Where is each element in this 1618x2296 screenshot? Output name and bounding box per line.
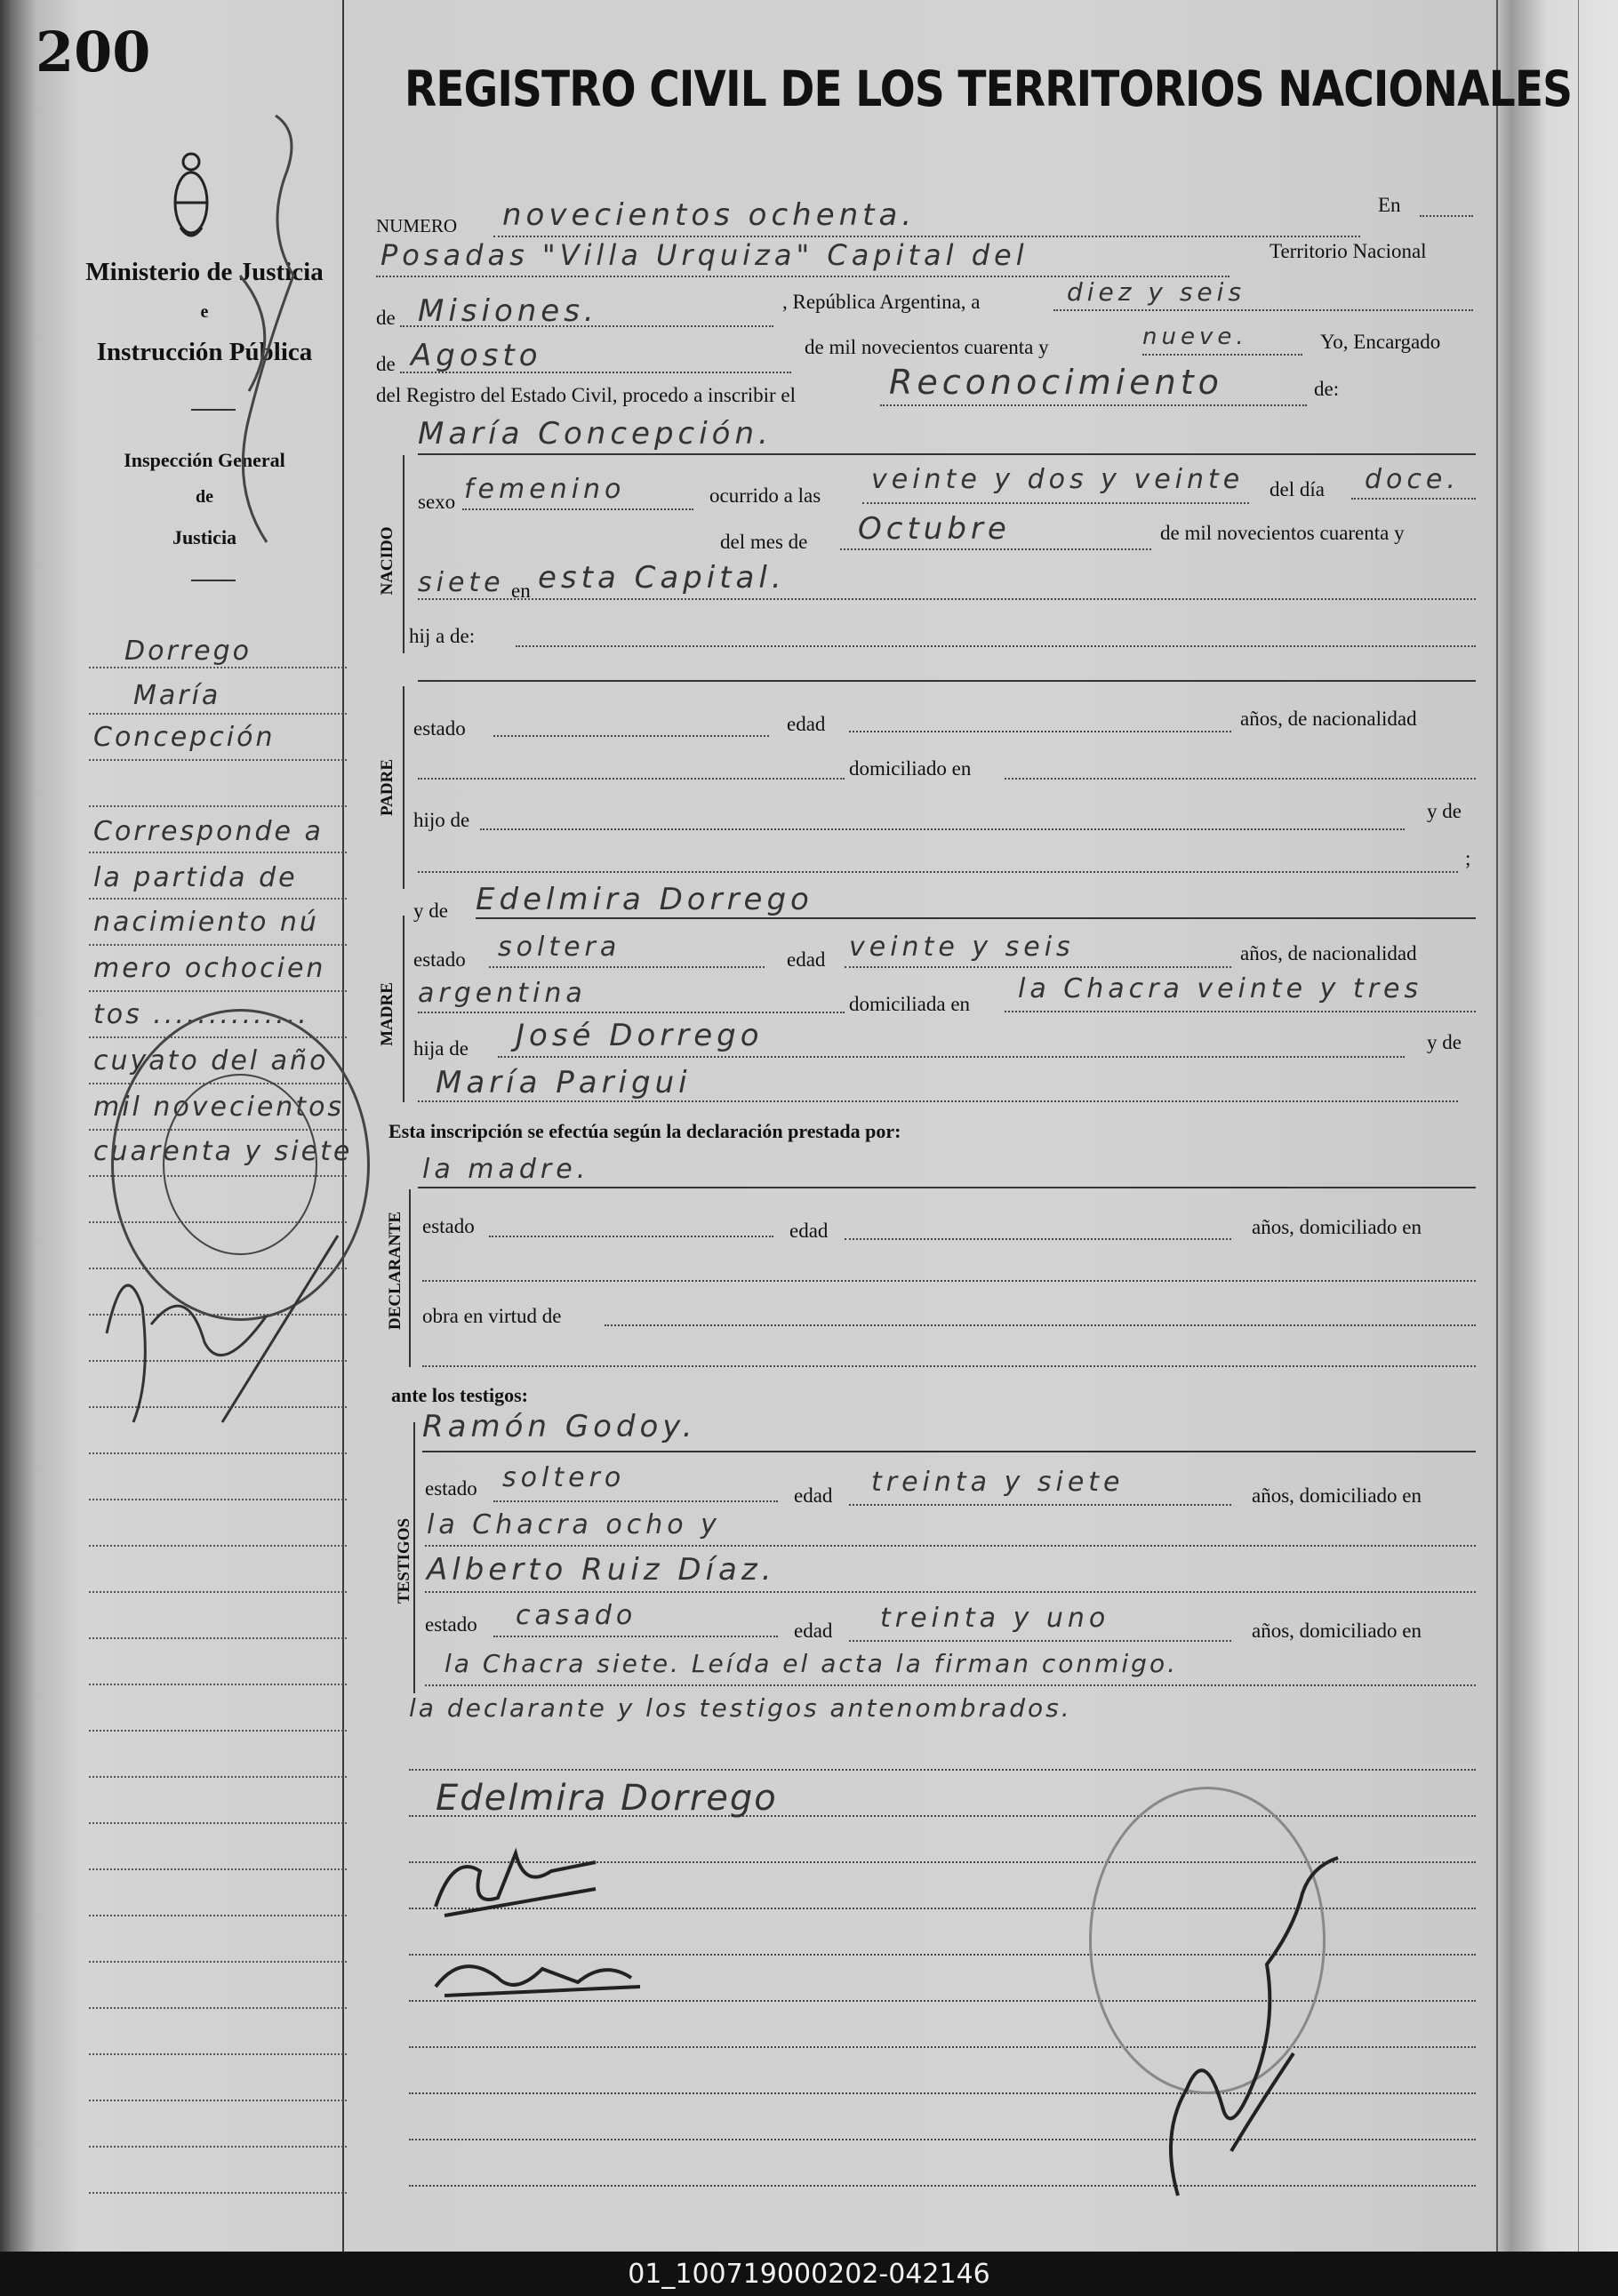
- declaracion-intro: Esta inscripción se efectúa según la declaración prestada por:: [388, 1120, 901, 1142]
- testigos-intro: ante los testigos:: [391, 1384, 528, 1406]
- nacido-bracket: [403, 455, 417, 653]
- declarante-value: la madre.: [422, 1154, 590, 1185]
- margin-note-line: cuarenta y siete: [93, 1136, 353, 1167]
- act-value: Reconocimiento: [889, 363, 1223, 402]
- margin-rule: [89, 2007, 347, 2009]
- yo-label: Yo, Encargado: [1320, 331, 1441, 353]
- testigos-bracket: [413, 1422, 428, 1693]
- place-value: Posadas "Villa Urquiza" Capital del: [380, 238, 1029, 272]
- margin-rule: [89, 852, 347, 853]
- madre-madre-value: María Parigui: [436, 1065, 692, 1100]
- madre-hija-label: hija de: [413, 1037, 469, 1060]
- page-edge: [1578, 0, 1579, 2252]
- margin-rule: [89, 2192, 347, 2194]
- de3-label: de:: [1314, 378, 1340, 400]
- testigo2-estado-label: estado: [425, 1613, 477, 1636]
- margin-note-line: María: [133, 680, 221, 711]
- testigo2-domicilio-value: la Chacra siete. Leída el acta la firman conmigo.: [445, 1649, 1178, 1678]
- en-label: En: [1378, 194, 1401, 216]
- madre-estado-value: soltera: [498, 932, 621, 963]
- margin-rule: [89, 667, 347, 668]
- margin-rule: [89, 1499, 347, 1500]
- margin-rule: [89, 1545, 347, 1547]
- madre-anos-label: años, de nacionalidad: [1240, 942, 1417, 964]
- numero-label: NUMERO: [376, 215, 458, 236]
- page-title: REGISTRO CIVIL DE LOS TERRITORIOS NACIONALES: [404, 60, 1573, 117]
- year-value: nueve.: [1142, 324, 1248, 350]
- ministry-e: e: [200, 302, 209, 322]
- madre-padre-value: José Dorrego: [516, 1018, 764, 1053]
- month-value: Agosto: [411, 338, 542, 373]
- margin-rule: [89, 1822, 347, 1824]
- hora-value: veinte y dos y veinte: [871, 464, 1245, 495]
- padre-hijo-label: hijo de: [413, 809, 470, 831]
- territorio-label: Territorio Nacional: [1270, 240, 1427, 262]
- madre-domicilio-value: la Chacra veinte y tres: [1018, 973, 1423, 1004]
- padre-estado-label: estado: [413, 717, 466, 740]
- province-value: Misiones.: [418, 293, 598, 329]
- de2-label: de: [376, 353, 396, 375]
- margin-rule: [89, 1868, 347, 1870]
- padre-anos-label: años, de nacionalidad: [1240, 708, 1417, 730]
- nacido-section-label: NACIDO: [378, 526, 396, 596]
- margin-note-line: mil novecientos: [93, 1092, 345, 1123]
- sexo-value: femenino: [464, 474, 626, 505]
- declarante-obra-label: obra en virtud de: [422, 1305, 562, 1327]
- margin-rule: [89, 759, 347, 761]
- mes-label: del mes de: [720, 531, 808, 553]
- margin-note-line: Corresponde a: [93, 816, 324, 847]
- padre-edad-label: edad: [787, 713, 826, 735]
- margin-note-line: Dorrego: [124, 636, 252, 667]
- padre-semicolon: ;: [1465, 847, 1471, 869]
- margin-signature-icon: [213, 98, 311, 560]
- margin-rule: [89, 1776, 347, 1778]
- margin-note-line: cuyato del año: [93, 1045, 329, 1076]
- registrar-signature-icon: [1125, 1840, 1347, 2213]
- declarante-bracket: [409, 1189, 423, 1367]
- margin-rule: [89, 1730, 347, 1732]
- margin-rule: [89, 713, 347, 715]
- margin-rule: [89, 1684, 347, 1685]
- dia-value: doce.: [1365, 464, 1460, 495]
- madre-edad-value: veinte y seis: [849, 932, 1075, 963]
- numero-value: novecientos ochenta.: [502, 197, 917, 233]
- margin-rule: [89, 990, 347, 992]
- inspection-line1: Inspección General: [124, 449, 285, 471]
- ministry-line1: Ministerio de Justicia: [85, 258, 324, 286]
- margin-note-line: la partida de: [93, 862, 298, 893]
- page-number: 200: [36, 20, 151, 84]
- madre-bracket: [403, 916, 417, 1102]
- testigo1-name: Ramón Godoy.: [422, 1409, 697, 1444]
- day-value: diez y seis: [1067, 277, 1246, 307]
- testigo1-edad-value: treinta y siete: [871, 1467, 1125, 1498]
- witness-signature-icon: [427, 1942, 649, 2013]
- sexo-label: sexo: [418, 491, 456, 513]
- republica-label: , República Argentina, a: [782, 291, 981, 313]
- closing-line: la declarante y los testigos antenombrados.: [409, 1693, 1072, 1723]
- del-dia-label: del día: [1270, 478, 1325, 500]
- witness-signature-icon: [418, 1836, 613, 1924]
- margin-rule: [89, 2053, 347, 2055]
- testigo2-estado-value: casado: [516, 1600, 637, 1631]
- divider: [191, 580, 236, 581]
- padre-section-label: PADRE: [378, 758, 396, 817]
- madre-section-label: MADRE: [378, 982, 396, 1046]
- declarante-section-label: DECLARANTE: [386, 1211, 404, 1330]
- madre-edad-label: edad: [787, 948, 826, 971]
- testigo1-estado-value: soltero: [502, 1462, 626, 1493]
- madre-nacionalidad-value: argentina: [418, 978, 587, 1009]
- margin-rule: [89, 1591, 347, 1593]
- registro-label: del Registro del Estado Civil, procedo a inscribir el: [376, 384, 797, 406]
- margin-rule: [89, 1961, 347, 1963]
- ministry-line2: Instrucción Pública: [96, 338, 313, 366]
- signature-rule: [409, 1769, 1476, 1771]
- hijo-label: hij a de:: [409, 625, 476, 647]
- testigo1-edad-label: edad: [794, 1484, 833, 1507]
- declarante-edad-label: edad: [789, 1220, 829, 1242]
- margin-rule: [89, 944, 347, 946]
- testigos-section-label: TESTIGOS: [395, 1517, 413, 1604]
- coat-of-arms-icon: [172, 149, 211, 247]
- lugar-value: esta Capital.: [538, 560, 786, 596]
- footer-id: 01_100719000202-042146: [628, 2259, 990, 2290]
- declarante-estado-label: estado: [422, 1215, 475, 1237]
- en-label: en: [511, 580, 531, 602]
- padre-domiciliado-label: domiciliado en: [849, 757, 972, 780]
- inspection-de: de: [196, 487, 213, 507]
- ocurrido-label: ocurrido a las: [709, 484, 821, 507]
- margin-rule: [89, 1915, 347, 1916]
- madre-name: Edelmira Dorrego: [476, 882, 813, 917]
- anio-label: de mil novecientos cuarenta y: [1160, 522, 1405, 544]
- right-margin-rule: [1496, 0, 1498, 2252]
- testigo1-domicilio-value: la Chacra ocho y: [427, 1509, 721, 1540]
- footer-bar: [0, 2252, 1618, 2296]
- mes-value: Octubre: [858, 511, 1011, 547]
- margin-note-line: Concepción: [93, 722, 276, 753]
- margin-rule: [89, 1637, 347, 1639]
- testigo2-name: Alberto Ruiz Díaz.: [427, 1552, 776, 1588]
- margin-rule: [89, 898, 347, 900]
- testigo2-edad-value: treinta y uno: [880, 1603, 1110, 1634]
- margin-rule: [89, 2100, 347, 2101]
- margin-rule: [89, 2146, 347, 2148]
- madre-domiciliada-label: domiciliada en: [849, 993, 971, 1015]
- margin-rule: [89, 805, 347, 807]
- testigo1-estado-label: estado: [425, 1477, 477, 1500]
- testigo2-anos-label: años, domiciliado en: [1252, 1620, 1422, 1642]
- testigo2-edad-label: edad: [794, 1620, 833, 1642]
- de-label: de: [376, 307, 396, 329]
- margin-note-line: nacimiento nú: [93, 907, 319, 938]
- madre-y-de2-label: y de: [1427, 1031, 1462, 1053]
- margin-note-line: tos ..............: [93, 999, 309, 1030]
- inspection-line2: Justicia: [172, 526, 237, 548]
- declarante-anos-label: años, domiciliado en: [1252, 1216, 1422, 1238]
- margin-note-line: mero ochocien: [93, 953, 326, 984]
- madre-estado-label: estado: [413, 948, 466, 971]
- year-label: de mil novecientos cuarenta y: [805, 336, 1049, 358]
- nacido-name: María Concepción.: [418, 416, 773, 452]
- padre-y-de-label: y de: [1427, 800, 1462, 822]
- margin-signature-icon: [89, 1200, 347, 1484]
- declarante-signature: Edelmira Dorrego: [436, 1778, 778, 1819]
- madre-y-de-label: y de: [413, 900, 448, 922]
- anio-value: siete: [418, 567, 505, 598]
- testigo1-anos-label: años, domiciliado en: [1252, 1484, 1422, 1507]
